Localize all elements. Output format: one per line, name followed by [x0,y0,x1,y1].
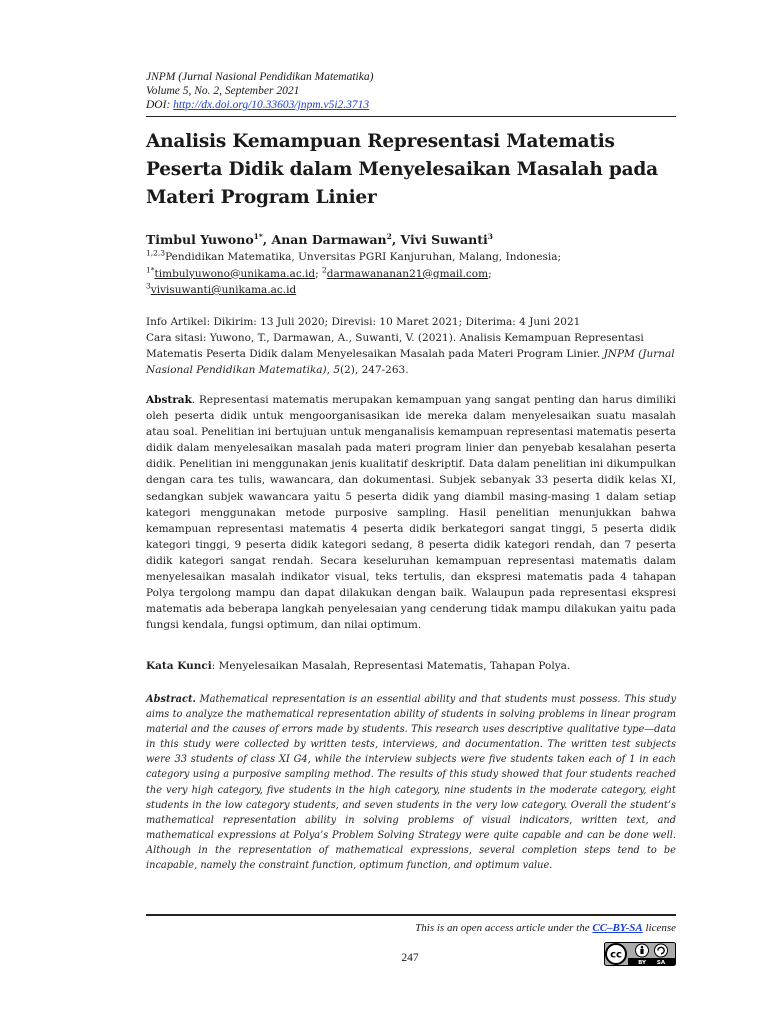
author-1-sup: 1* [253,231,263,241]
author-2-sup: 2 [386,231,392,241]
abstrak-text: . Representasi matematis merupakan kemampuan yang sangat penting dan harus dimiliki oleh peserta didik untuk mengoorganisasikan ide mereka dalam menyelesaikan suatu masalah atau soal. Penelitian ini bertujuan untuk menganalisis kemampuan representasi matematis peserta didik dalam menyelesaikan masalah pada materi program linier dan penyebab kesalahan peserta didik. Penelitian ini menggunakan jenis kualitatif deskriptif. Data dalam penelitian ini dikumpulkan dengan cara tes tulis, wawancara, dan dokumentasi. Subjek sebanyak 33 peserta didik kelas XI, sedangkan subjek wawancara yaitu 5 peserta didik yang diambil masing-masing 1 dalam setiap kategori menggunakan metode purposive sampling. Hasil penelitian menunjukkan bahwa kemampuan representasi matematis 4 peserta didik berkategori sangat tinggi, 5 peserta didik kategori tinggi, 9 peserta didik kategori sedang, 8 peserta didik kategori rendah, dan 7 peserta didik kategori sangat rendah. Secara keseluruhan kemampuan representasi matematis dalam menyelesaikan masalah indikator visual, teks tertulis, dan ekspresi matematis pada 4 tahapan Polya tergolong mampu dan dapat dilakukan dengan baik. Walaupun pada representasi ekspresi matematis ada beberapa langkah penyelesaian yang cenderung tidak mampu dilakukan yaitu pada fungsi kendala, fungsi optimum, dan nilai optimum. [146,394,676,632]
email-link-2[interactable]: darmawananan21@gmail.com [326,267,489,280]
citation-volume: 5 [333,364,341,376]
license-link[interactable]: CC–BY-SA [592,922,643,934]
email3-sup: 3 [146,281,151,291]
email-line-2 [146,282,676,299]
abstract-text: Mathematical representation is an essential ability and that students must possess. This study aims to analyze the mathematical representation ability of students in solving problems in linear program material and the causes of errors made by students. This research uses descriptive qualitative type—data in this study were collected by written tests, interviews, and documentation. The written test subjects were 33 students of class XI G4, while the interview subjects were five students taken each of 1 in each category using a purposive sampling method. The results of this study showed that four students reached the very high category, five students in the high category, nine students in the moderate category, eight students in the low category students, and seven students in the very low category. Overall the student’s mathematical representation ability in solving problems of visual indicators, written text, and mathematical expressions at Polya’s Problem Solving Strategy were quite capable and can be done well. Although in the representation of mathematical expressions, several completion steps tend to be incapable, namely the constraint function, optimum function, and optimum value. [146,694,676,872]
doi-label: DOI: [146,99,174,111]
keywords-text: : Menyelesaikan Masalah, Representasi Matematis, Tahapan Polya. [211,660,571,672]
abstract-english [146,692,676,873]
affiliation-text: Pendidikan Matematika, Unversitas PGRI Kanjuruhan, Malang, Indonesia; [165,251,562,263]
license-prefix: This is an open access article under the [415,922,593,934]
email1-sup: 1* [146,265,155,274]
header-rule [146,116,676,117]
page-number: 247 [401,952,419,964]
info-dates: Info Artikel: Dikirim: 13 Juli 2020; Direvisi: 10 Maret 2021; Diterima: 4 Juni 2021 [146,316,581,328]
affiliation [146,249,676,299]
license-suffix: license [642,922,676,934]
authors [146,232,676,247]
cc-by-sa-badge-icon[interactable] [604,942,676,966]
affiliation-line [146,249,676,266]
citation-prefix: Cara sitasi: Yuwono, T., Darmawan, A., Suwanti, V. (2021). Analisis Kemampuan Representasi Matematis Peserta Didik dalam Menyelesaikan Masalah pada Materi Program Linier. [146,332,644,360]
citation-mid: , [326,364,334,376]
journal-name: JNPM (Jurnal Nasional Pendidikan Matematika) [146,71,374,83]
citation [146,330,676,378]
badge-by-text: BY [638,960,646,966]
author-3-sup: 3 [487,231,493,241]
article-info [146,314,676,378]
journal-doi [146,98,676,112]
badge-sa-text: SA [656,960,666,966]
journal-header [146,70,676,112]
keywords-label: Kata Kunci [146,660,212,672]
author-3: , Vivi Suwanti [391,232,488,247]
email-line [146,266,676,283]
license-line [146,922,676,934]
email2-sup: 2 [322,265,327,274]
abstract-label: Abstract. [146,694,196,705]
email-end: ; [488,267,492,280]
affiliation-sup: 1,2,3 [146,248,166,258]
author-1: Timbul Yuwono [146,232,254,247]
badge-cc-text: cc [610,949,622,961]
author-2: , Anan Darmawan [262,232,387,247]
email-link-1[interactable]: timbulyuwono@unikama.ac.id [154,267,316,280]
article-title: Analisis Kemampuan Representasi Matematis Peserta Didik dalam Menyelesaikan Masalah pada Materi Program Linier [146,131,658,208]
doi-link[interactable]: http://dx.doi.org/10.33603/jnpm.v5i2.3713 [173,99,370,111]
citation-end: (2), 247-263. [340,364,409,376]
citation-journal: JNPM (Jurnal Nasional Pendidikan Matematika) [146,348,675,376]
journal-volume: Volume 5, No. 2, September 2021 [146,85,300,97]
email-sep: ; [315,267,323,280]
abstrak [146,392,676,633]
footer-rule [146,914,676,916]
keywords [146,658,676,674]
email-link-3[interactable]: vivisuwanti@unikama.ac.id [150,284,297,296]
abstrak-label: Abstrak [146,394,192,406]
